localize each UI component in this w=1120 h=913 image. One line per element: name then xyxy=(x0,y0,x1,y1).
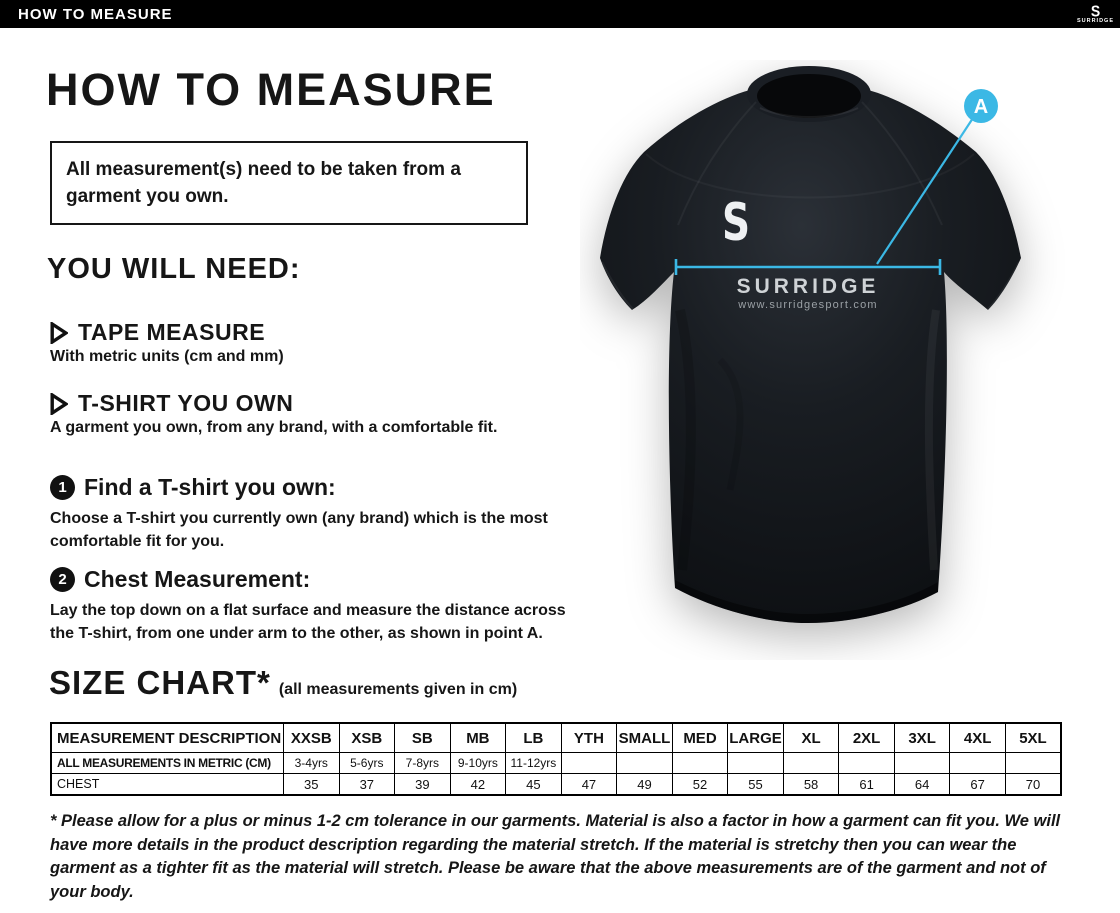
size-table-row xyxy=(51,753,1061,774)
size-table-header-row xyxy=(51,723,1061,753)
size-table xyxy=(50,722,1062,796)
size-value-cell: 49 xyxy=(617,774,673,796)
row-label: ALL MEASUREMENTS IN METRIC (CM) xyxy=(51,753,284,774)
size-column-header: YTH xyxy=(561,723,617,753)
shirt-url-text: www.surridgesport.com xyxy=(738,299,878,311)
top-bar-title: HOW TO MEASURE xyxy=(18,5,173,23)
step-number-badge: 2 xyxy=(50,567,75,592)
size-value-cell: 39 xyxy=(395,774,451,796)
tolerance-footnote: * Please allow for a plus or minus 1-2 cm tolerance in our garments. Material is also a factor in how a garment can fit you. We will have more details in the product description regarding the material stretch. If the material is stretchy then you can wear the garment as a tighter fit as the material will stretch. Please be aware that the above measurements are of the garment and not of your body. xyxy=(50,812,1061,901)
notice-box xyxy=(50,141,528,225)
size-value-cell: 61 xyxy=(839,774,895,796)
triangle-bullet-icon xyxy=(50,393,68,415)
size-value-cell: 11-12yrs xyxy=(506,753,562,774)
size-value-cell xyxy=(839,753,895,774)
need-item-title: T-SHIRT YOU OWN xyxy=(78,390,294,416)
step-title: Find a T-shirt you own: xyxy=(84,474,336,500)
size-value-cell: 47 xyxy=(561,774,617,796)
size-value-cell: 45 xyxy=(506,774,562,796)
need-item-title: TAPE MEASURE xyxy=(78,319,266,345)
size-value-cell xyxy=(617,753,673,774)
size-column-header: SB xyxy=(395,723,451,753)
size-value-cell: 58 xyxy=(783,774,839,796)
surridge-s-icon: S xyxy=(1090,1,1101,20)
size-column-header: 2XL xyxy=(839,723,895,753)
page-title: HOW TO MEASURE xyxy=(46,64,496,115)
size-value-cell: 67 xyxy=(950,774,1006,796)
notice-text: All measurement(s) need to be taken from a garment you own. xyxy=(66,159,461,207)
need-item-tshirt xyxy=(50,390,497,437)
step-number-badge: 1 xyxy=(50,475,75,500)
size-table-wrap xyxy=(50,722,1062,796)
size-table-row xyxy=(51,774,1061,796)
size-value-cell: 42 xyxy=(450,774,506,796)
size-column-header: 3XL xyxy=(894,723,950,753)
surridge-logo xyxy=(1076,1,1120,25)
step-desc: Lay the top down on a flat surface and measure the distance across the T-shirt, from one under arm to the other, as shown in point A. xyxy=(50,602,566,642)
triangle-bullet-icon xyxy=(50,322,68,344)
size-value-cell: 37 xyxy=(339,774,395,796)
size-value-cell: 70 xyxy=(1005,774,1061,796)
need-item-tape-measure xyxy=(50,319,284,366)
size-column-header: MED xyxy=(672,723,728,753)
size-column-header: SMALL xyxy=(617,723,673,753)
size-chart-heading xyxy=(49,664,517,702)
tshirt-figure xyxy=(580,60,1080,660)
shirt-brand-text: SURRIDGE xyxy=(736,275,880,298)
size-value-cell: 7-8yrs xyxy=(395,753,451,774)
size-value-cell xyxy=(672,753,728,774)
need-item-desc: With metric units (cm and mm) xyxy=(50,348,284,365)
size-value-cell: 35 xyxy=(284,774,340,796)
size-value-cell: 55 xyxy=(728,774,784,796)
size-value-cell: 3-4yrs xyxy=(284,753,340,774)
tshirt-illustration xyxy=(580,60,1080,660)
measurement-description-header: MEASUREMENT DESCRIPTION xyxy=(51,723,284,753)
collar-opening xyxy=(757,74,861,118)
size-column-header: 4XL xyxy=(950,723,1006,753)
size-value-cell xyxy=(561,753,617,774)
need-item-desc: A garment you own, from any brand, with a comfortable fit. xyxy=(50,419,498,436)
size-column-header: MB xyxy=(450,723,506,753)
size-value-cell: 64 xyxy=(894,774,950,796)
size-value-cell xyxy=(728,753,784,774)
size-value-cell xyxy=(1005,753,1061,774)
point-a-label: A xyxy=(973,96,989,118)
size-column-header: XXSB xyxy=(284,723,340,753)
size-column-header: 5XL xyxy=(1005,723,1061,753)
size-value-cell xyxy=(894,753,950,774)
size-value-cell xyxy=(950,753,1006,774)
size-value-cell: 52 xyxy=(672,774,728,796)
step-2 xyxy=(50,566,580,645)
size-chart-subtitle: (all measurements given in cm) xyxy=(278,681,518,698)
step-1 xyxy=(50,474,580,553)
tshirt-body xyxy=(600,66,1021,623)
size-value-cell: 9-10yrs xyxy=(450,753,506,774)
shirt-s-logo: S xyxy=(721,191,751,253)
you-will-need-heading: YOU WILL NEED: xyxy=(47,253,301,285)
step-desc: Choose a T-shirt you currently own (any brand) which is the most comfortable fit for you. xyxy=(50,510,548,550)
top-bar xyxy=(0,0,1120,28)
surridge-logo-text: SURRIDGE xyxy=(1076,17,1114,24)
row-label: CHEST xyxy=(51,774,284,796)
size-table-body xyxy=(51,753,1061,796)
size-column-header: LB xyxy=(506,723,562,753)
size-chart-title: SIZE CHART* xyxy=(49,664,271,701)
step-title: Chest Measurement: xyxy=(84,566,311,592)
size-column-header: XSB xyxy=(339,723,395,753)
size-column-header: LARGE xyxy=(728,723,784,753)
size-value-cell: 5-6yrs xyxy=(339,753,395,774)
size-value-cell xyxy=(783,753,839,774)
size-column-header: XL xyxy=(783,723,839,753)
